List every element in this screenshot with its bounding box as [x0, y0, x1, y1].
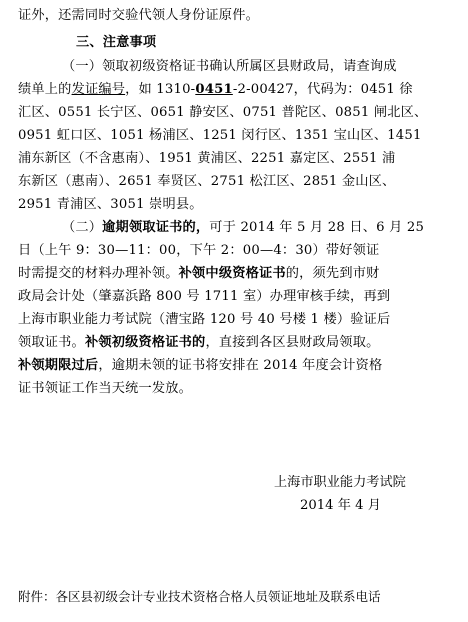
bold-term: 补领中级资格证书 — [178, 266, 286, 281]
text-line — [18, 380, 450, 398]
text-line — [18, 196, 450, 214]
text-span: 上海市职业能力考试院（漕宝路 120 号 40 号楼 1 楼）验证后 — [18, 312, 391, 327]
text-line — [18, 104, 450, 122]
text-line — [18, 173, 450, 191]
heading-text: 三、注意事项 — [76, 35, 157, 50]
text-span: 2951 青浦区、3051 崇明县。 — [18, 197, 203, 212]
bold-term: 逾期领取证书的， — [102, 220, 210, 235]
text-span: 东新区（惠南）、2651 奉贤区、2751 松江区、2851 金山区、 — [18, 174, 396, 189]
text-line — [18, 357, 450, 375]
text-span: 日（上午 9：30—11：00，下午 2：00—4：30）带好领证 — [18, 243, 380, 258]
bold-term: 补领初级资格证书的 — [84, 335, 206, 350]
text-span: 政局会计处（肇嘉浜路 800 号 1711 室）办理审核手续，再到 — [18, 289, 391, 304]
text-span: （一）领取初级资格证书确认所属区县财政局，请查询成 — [62, 59, 397, 74]
text-span: 证书领证工作当天统一发放。 — [18, 381, 193, 396]
underlined-code: 0451 — [195, 82, 233, 97]
signature-date: 2014 年 4 月 — [300, 498, 381, 513]
text-line — [18, 7, 450, 25]
text-span: 领取证书。 — [18, 335, 85, 350]
text-span: 可于 2014 年 5 月 28 日、6 月 25 — [209, 220, 425, 235]
text-span: ，如 1310- — [125, 82, 196, 97]
text-span: （二） — [62, 220, 103, 235]
section-heading — [76, 34, 468, 52]
text-span: 0951 虹口区、1051 杨浦区、1251 闵行区、1351 宝山区、1451 — [18, 128, 422, 143]
text-line — [18, 265, 450, 283]
text-line — [62, 58, 468, 76]
text-span: 的，须先到市财 — [285, 266, 380, 281]
text-line — [18, 311, 450, 329]
text-span: 汇区、0551 长宁区、0651 静安区、0751 普陀区、0851 闸北区、 — [18, 105, 428, 120]
text-line — [18, 334, 450, 352]
text-span: ，直接到各区县财政局领取。 — [205, 335, 380, 350]
text-line — [18, 127, 450, 145]
underlined-term: 发证编号 — [71, 82, 126, 97]
signature-organization: 上海市职业能力考试院 — [274, 475, 406, 490]
text-line — [18, 150, 450, 168]
text-line — [18, 81, 450, 99]
attachment-note: 附件：各区县初级会计专业技术资格合格人员领证地址及联系电话 — [18, 589, 381, 604]
text-span: 绩单上的 — [18, 82, 72, 97]
text-line — [62, 219, 468, 237]
text-span: -2-00427，代码为：0451 徐 — [232, 82, 413, 97]
text-line — [18, 242, 450, 260]
text-span: 证外，还需同时交验代领人身份证原件。 — [18, 8, 259, 23]
text-line — [18, 288, 450, 306]
text-span: 浦东新区（不含惠南）、1951 黄浦区、2251 嘉定区、2551 浦 — [18, 151, 396, 166]
bold-term: 补领期限过后 — [18, 358, 99, 373]
text-span: 时需提交的材料办理补领。 — [18, 266, 179, 281]
text-span: ，逾期未领的证书将安排在 2014 年度会计资格 — [98, 358, 383, 373]
